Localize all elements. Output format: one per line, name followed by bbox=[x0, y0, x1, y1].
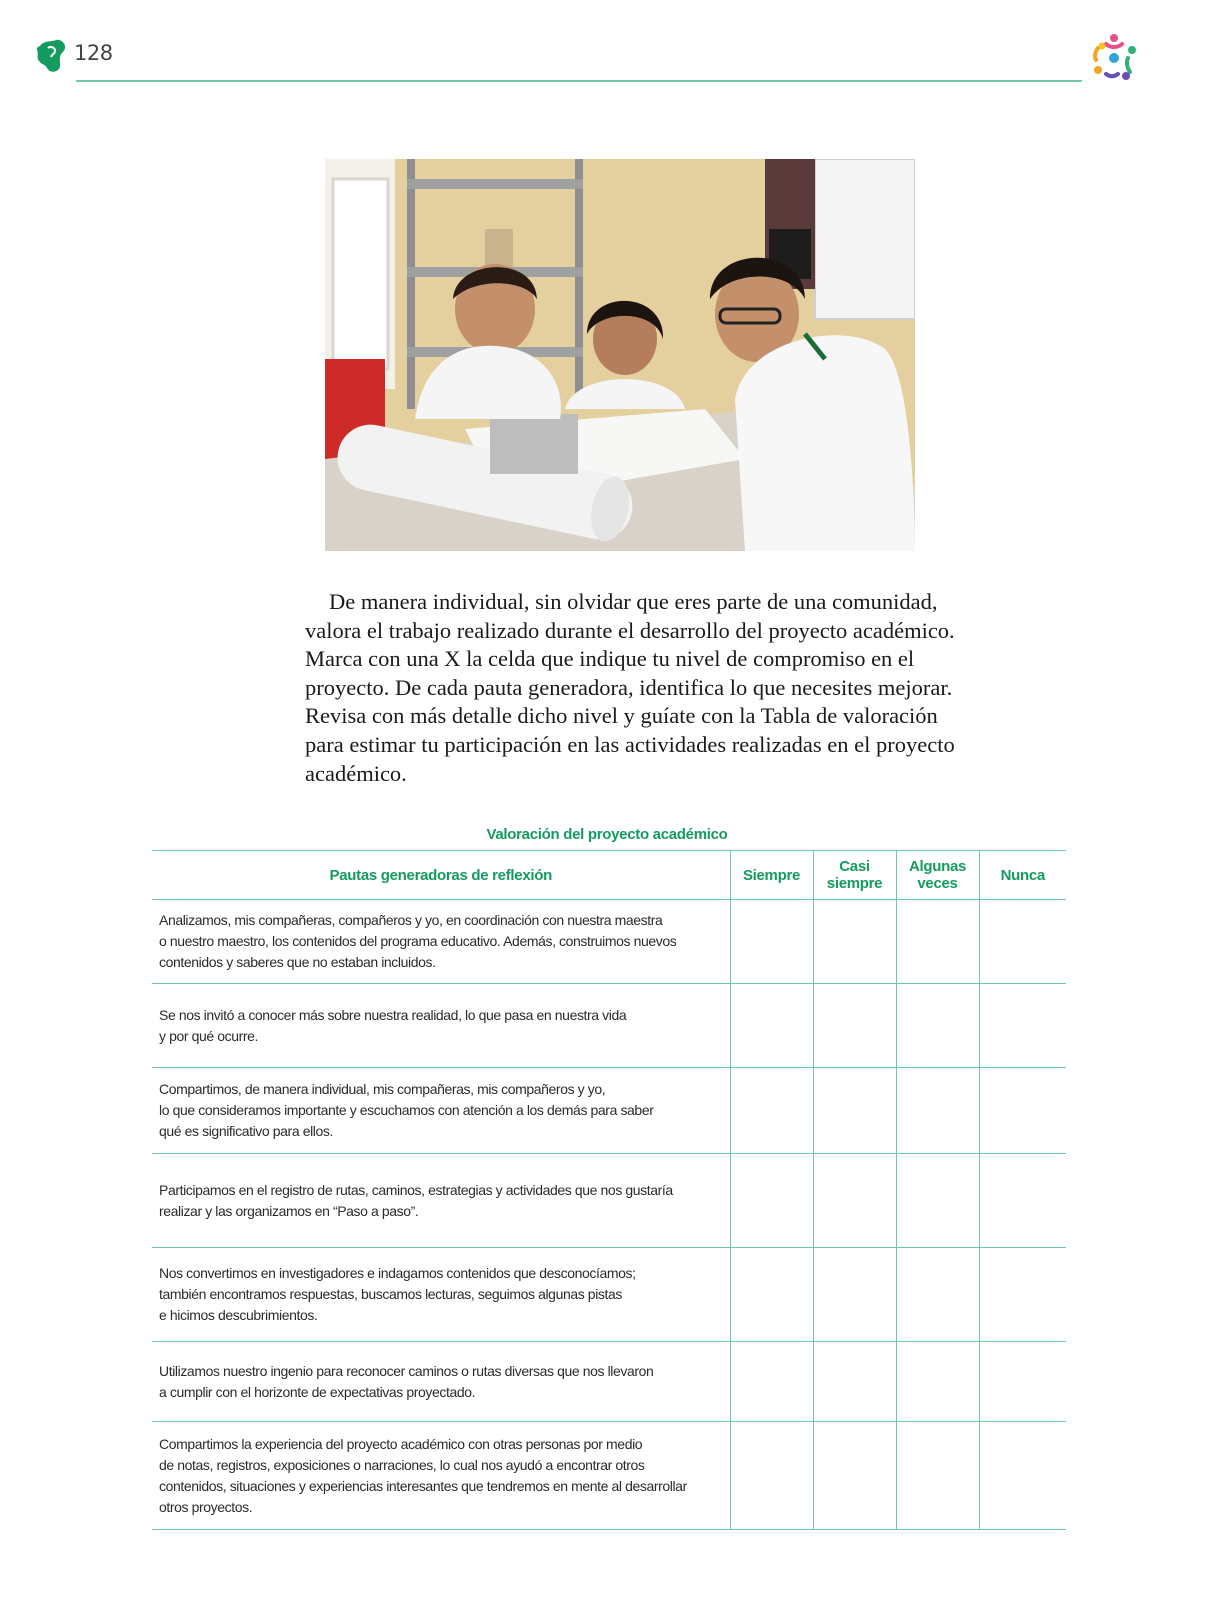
cell-siempre[interactable] bbox=[730, 984, 813, 1068]
pauta-text: Nos convertimos en investigadores e indagamos contenidos que desconocíamos; también encontramos respuestas, buscamos lecturas, seguimos algunas pistas e hicimos descubrimientos. bbox=[152, 1248, 730, 1342]
cell-casi-siempre[interactable] bbox=[813, 1248, 896, 1342]
cell-nunca[interactable] bbox=[979, 1068, 1066, 1154]
cell-casi-siempre[interactable] bbox=[813, 900, 896, 984]
colorful-people-circle-logo-icon bbox=[1086, 30, 1142, 86]
cell-siempre[interactable] bbox=[730, 900, 813, 984]
cell-nunca[interactable] bbox=[979, 984, 1066, 1068]
pauta-text: Se nos invitó a conocer más sobre nuestra realidad, lo que pasa en nuestra vida y por qué ocurre. bbox=[152, 984, 730, 1068]
pauta-text: Compartimos, de manera individual, mis compañeras, mis compañeros y yo, lo que consideramos importante y escuchamos con atención a los demás para saber qué es significativo para ellos. bbox=[152, 1068, 730, 1154]
pauta-text: Utilizamos nuestro ingenio para reconocer caminos o rutas diversas que nos llevaron a cumplir con el horizonte de expectativas proyectado. bbox=[152, 1342, 730, 1422]
cell-siempre[interactable] bbox=[730, 1154, 813, 1248]
cell-algunas-veces[interactable] bbox=[896, 1422, 979, 1530]
intro-paragraph: De manera individual, sin olvidar que eres parte de una comunidad, valora el trabajo realizado durante el desarrollo del proyecto académico. Marca con una X la celda que indique tu nivel de compromiso en el proyecto. De cada pauta generadora, identifica lo que necesites mejorar. Revisa con más detalle dicho nivel y guíate con la Tabla de valoración para estimar tu participación en las actividades realizadas en el proyecto académico. bbox=[305, 589, 955, 786]
table-row bbox=[152, 1068, 1066, 1154]
header-pautas: Pautas generadoras de reflexión bbox=[152, 851, 730, 900]
cell-casi-siempre[interactable] bbox=[813, 1422, 896, 1530]
page-number: 128 bbox=[74, 41, 113, 65]
header-casi-siempre-line2: siempre bbox=[826, 875, 883, 892]
cell-siempre[interactable] bbox=[730, 1342, 813, 1422]
header-siempre: Siempre bbox=[730, 851, 813, 900]
table-title: Valoración del proyecto académico bbox=[486, 826, 728, 843]
header-casi-siempre-line1: Casi bbox=[839, 858, 870, 875]
cell-algunas-veces[interactable] bbox=[896, 1342, 979, 1422]
cell-nunca[interactable] bbox=[979, 1342, 1066, 1422]
cell-algunas-veces[interactable] bbox=[896, 1068, 979, 1154]
table-row bbox=[152, 1248, 1066, 1342]
green-map-logo-icon bbox=[34, 38, 68, 74]
cell-algunas-veces[interactable] bbox=[896, 1248, 979, 1342]
cell-algunas-veces[interactable] bbox=[896, 984, 979, 1068]
cell-nunca[interactable] bbox=[979, 900, 1066, 984]
table-row bbox=[152, 1422, 1066, 1530]
table-row bbox=[152, 900, 1066, 984]
cell-algunas-veces[interactable] bbox=[896, 1154, 979, 1248]
header-algunas-veces-line1: Algunas bbox=[908, 858, 967, 875]
evaluation-table bbox=[152, 850, 1066, 1530]
header-nunca: Nunca bbox=[979, 851, 1066, 900]
cell-casi-siempre[interactable] bbox=[813, 1068, 896, 1154]
table-header-row bbox=[152, 851, 1066, 900]
header-algunas-veces-line2: veces bbox=[917, 875, 958, 892]
cell-siempre[interactable] bbox=[730, 1422, 813, 1530]
table-row bbox=[152, 1154, 1066, 1248]
cell-nunca[interactable] bbox=[979, 1248, 1066, 1342]
cell-nunca[interactable] bbox=[979, 1422, 1066, 1530]
pauta-text: Compartimos la experiencia del proyecto académico con otras personas por medio de notas, registros, exposiciones o narraciones, lo cual nos ayudó a encontrar otros contenidos, situaciones y experiencias interesantes que tendremos en mente al desarrollar otros proyectos. bbox=[152, 1422, 730, 1530]
cell-casi-siempre[interactable] bbox=[813, 984, 896, 1068]
cell-casi-siempre[interactable] bbox=[813, 1154, 896, 1248]
cell-nunca[interactable] bbox=[979, 1154, 1066, 1248]
cell-algunas-veces[interactable] bbox=[896, 900, 979, 984]
cell-siempre[interactable] bbox=[730, 1248, 813, 1342]
cell-siempre[interactable] bbox=[730, 1068, 813, 1154]
pauta-text: Participamos en el registro de rutas, caminos, estrategias y actividades que nos gustaría realizar y las organizamos en “Paso a paso”. bbox=[152, 1154, 730, 1248]
cell-casi-siempre[interactable] bbox=[813, 1342, 896, 1422]
header-rule bbox=[76, 80, 1082, 82]
pauta-text: Analizamos, mis compañeras, compañeros y yo, en coordinación con nuestra maestra o nuestro maestro, los contenidos del programa educativo. Además, construimos nuevos contenidos y saberes que no estaban incluidos. bbox=[152, 900, 730, 984]
header-casi-siempre bbox=[813, 851, 896, 900]
header-algunas-veces bbox=[896, 851, 979, 900]
table-row bbox=[152, 984, 1066, 1068]
table-row bbox=[152, 1342, 1066, 1422]
page-header bbox=[0, 0, 1214, 100]
classroom-photo bbox=[325, 159, 915, 551]
